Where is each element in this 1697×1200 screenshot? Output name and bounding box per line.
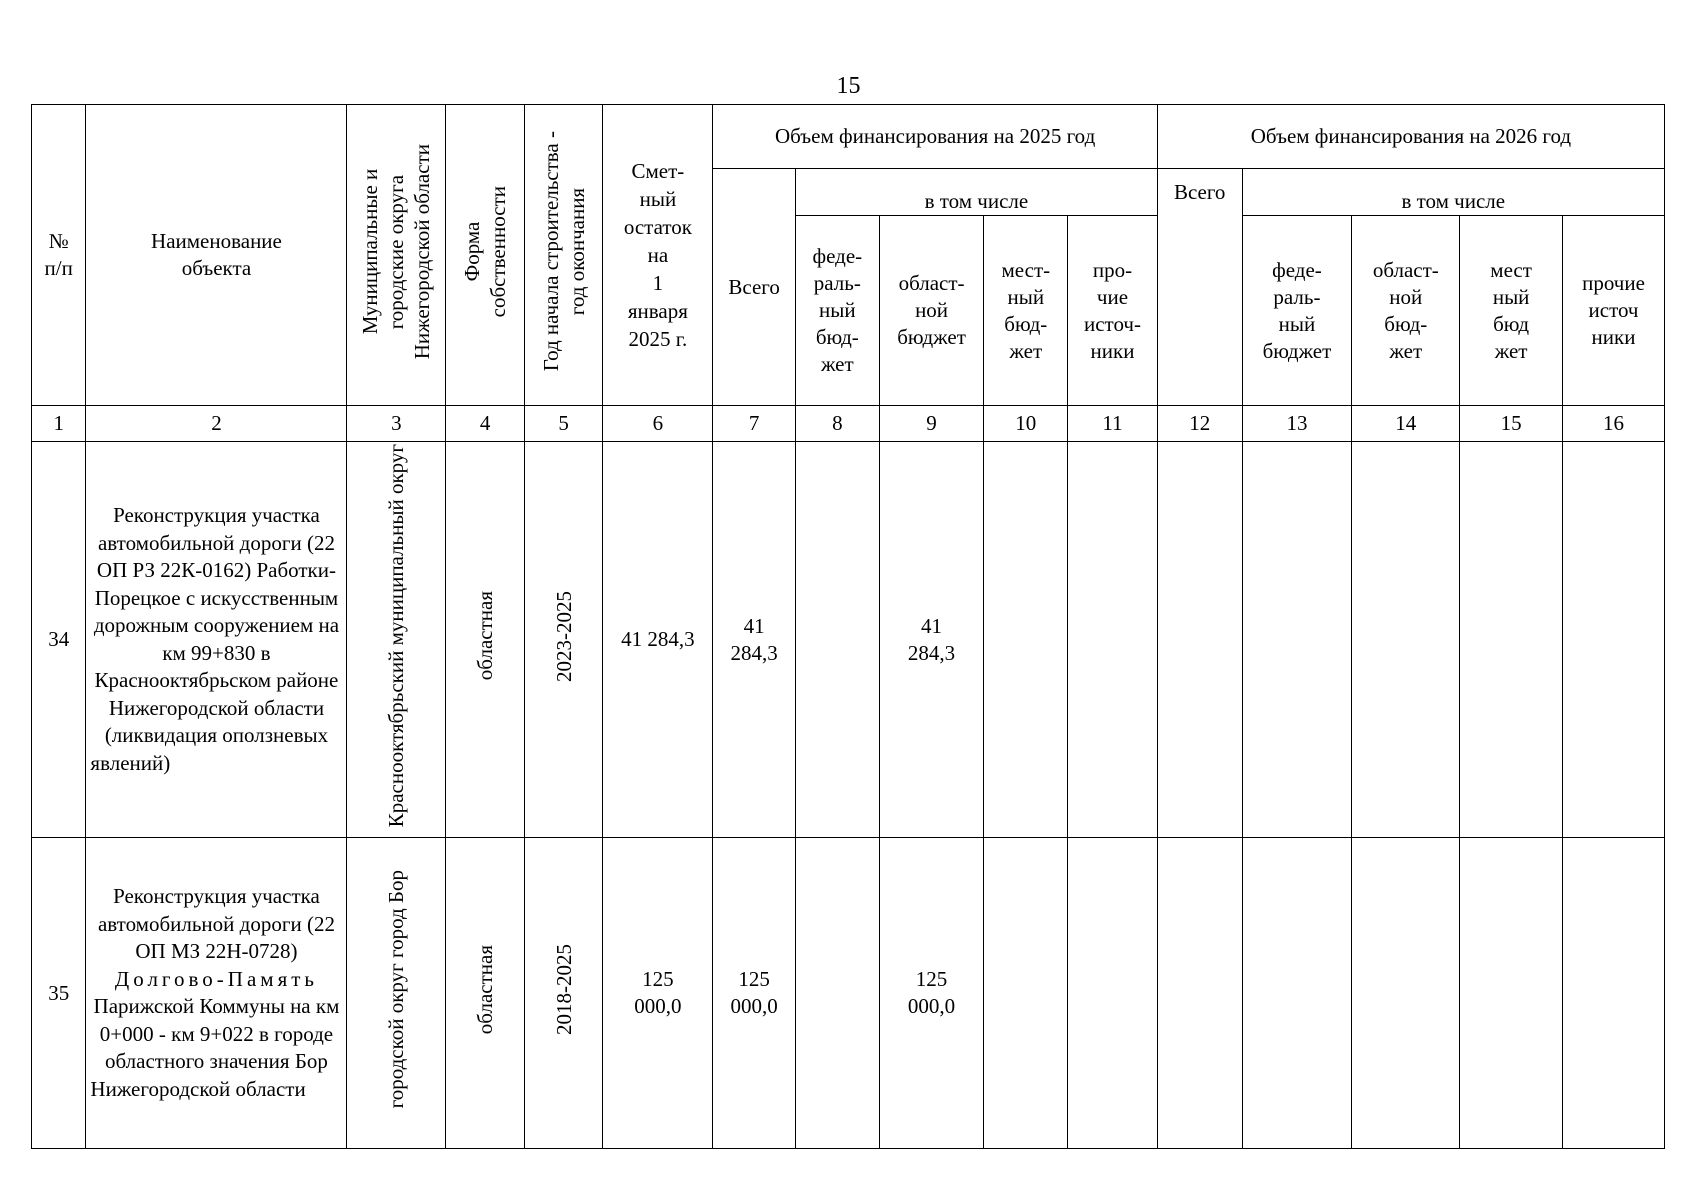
column-number: 11	[1068, 406, 1158, 442]
column-number: 9	[879, 406, 984, 442]
column-number: 6	[603, 406, 713, 442]
federal-2026	[1242, 442, 1352, 838]
header-total-2026: Всего	[1157, 169, 1242, 406]
column-number: 12	[1157, 406, 1242, 442]
column-number: 2	[86, 406, 347, 442]
total-2025: 125 000,0	[713, 838, 796, 1149]
column-number: 4	[446, 406, 525, 442]
header-federal-2026: феде- раль- ный бюджет	[1242, 216, 1352, 406]
header-group-2025: Объем финансирования на 2025 год	[713, 105, 1158, 169]
header-no: № п/п	[32, 105, 86, 406]
local-2025	[984, 442, 1068, 838]
object-name-part: Реконструкция участка автомобильной дороги (22 ОП МЗ 22Н-0728)	[97, 884, 335, 963]
column-number: 16	[1563, 406, 1665, 442]
column-number: 14	[1352, 406, 1460, 442]
header-remainder: Смет- ный остаток на 1 января 2025 г.	[603, 105, 713, 406]
header-years: Год начала строительства - год окончания	[524, 105, 603, 406]
regional-2026	[1352, 838, 1460, 1149]
local-2025	[984, 838, 1068, 1149]
ownership-form: областная	[446, 838, 525, 1149]
local-2026	[1460, 442, 1563, 838]
header-including-2025: в том числе	[795, 169, 1157, 216]
column-number: 13	[1242, 406, 1352, 442]
estimated-remainder: 41 284,3	[603, 442, 713, 838]
regional-2025: 41 284,3	[879, 442, 984, 838]
object-name-spaced: Долгово-Память	[114, 966, 318, 991]
federal-2025	[795, 442, 879, 838]
column-numbers-row	[32, 406, 1665, 442]
header-total-2025: Всего	[713, 169, 796, 406]
object-name: Реконструкция участка автомобильной дороги (22 ОП РЗ 22К-0162) Работки-Порецкое с искусственным дорожным сооружением на км 99+830 в Краснооктябрьском районе Нижегородской области (ликвидация оползневых явлений)	[86, 442, 347, 838]
total-2026	[1157, 442, 1242, 838]
row-no: 34	[32, 442, 86, 838]
municipal-district: городской округ город Бор	[347, 838, 446, 1149]
column-number: 5	[524, 406, 603, 442]
table-row	[32, 838, 1665, 1149]
estimated-remainder: 125 000,0	[603, 838, 713, 1149]
object-name	[86, 838, 347, 1149]
column-number: 15	[1460, 406, 1563, 442]
header-local-2026: мест ный бюд жет	[1460, 216, 1563, 406]
header-ownership: Форма собственности	[446, 105, 525, 406]
federal-2025	[795, 838, 879, 1149]
financing-table	[31, 104, 1665, 1149]
local-2026	[1460, 838, 1563, 1149]
object-name-part: Парижской Коммуны на км 0+000 - км 9+022 в городе областного значения Бор Нижегородской области	[90, 994, 340, 1101]
table-row	[32, 442, 1665, 838]
header-name: Наименование объекта	[86, 105, 347, 406]
column-number: 1	[32, 406, 86, 442]
header-other-2026: прочие источ ники	[1563, 216, 1665, 406]
header-municipal: Муниципальные и городские округа Нижегородской области	[347, 105, 446, 406]
total-2025: 41 284,3	[713, 442, 796, 838]
header-group-2026: Объем финансирования на 2026 год	[1157, 105, 1664, 169]
header-regional-2025: област- ной бюджет	[879, 216, 984, 406]
header-regional-2026: област- ной бюд- жет	[1352, 216, 1460, 406]
federal-2026	[1242, 838, 1352, 1149]
regional-2026	[1352, 442, 1460, 838]
header-federal-2025: феде- раль- ный бюд- жет	[795, 216, 879, 406]
header-local-2025: мест- ный бюд- жет	[984, 216, 1068, 406]
other-2025	[1068, 838, 1158, 1149]
header-other-2025: про- чие источ- ники	[1068, 216, 1158, 406]
total-2026	[1157, 838, 1242, 1149]
other-2026	[1563, 442, 1665, 838]
construction-years: 2018-2025	[524, 838, 603, 1149]
column-number: 8	[795, 406, 879, 442]
column-number: 7	[713, 406, 796, 442]
column-number: 3	[347, 406, 446, 442]
other-2026	[1563, 838, 1665, 1149]
ownership-form: областная	[446, 442, 525, 838]
municipal-district: Краснооктябрьский муниципальный округ	[347, 442, 446, 838]
other-2025	[1068, 442, 1158, 838]
regional-2025: 125 000,0	[879, 838, 984, 1149]
row-no: 35	[32, 838, 86, 1149]
construction-years: 2023-2025	[524, 442, 603, 838]
header-including-2026: в том числе	[1242, 169, 1664, 216]
column-number: 10	[984, 406, 1068, 442]
page-number: 15	[836, 73, 861, 99]
